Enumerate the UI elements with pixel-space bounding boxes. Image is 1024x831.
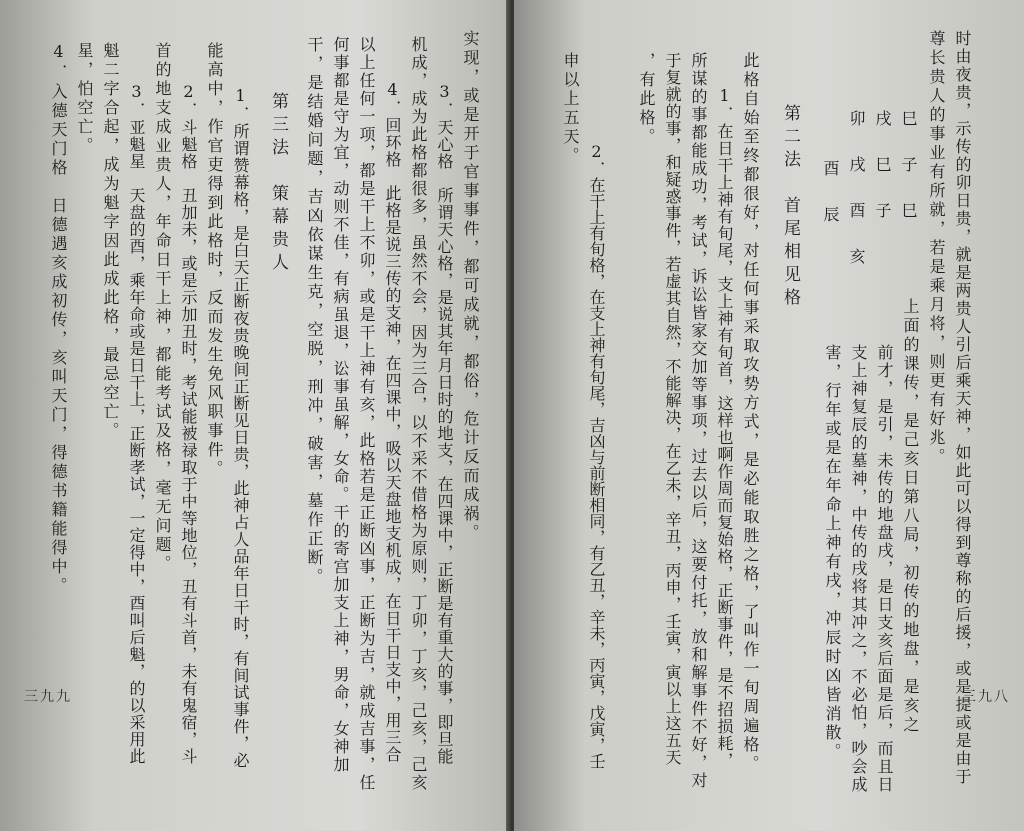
- left-page: [0, 0, 510, 831]
- left-col-3: 机成，成为此格都很多，虽然不会，因为三合，以不采不借格为原则，丁卯，丁亥，己亥，己亥: [409, 36, 428, 792]
- left-col-13: 3．亚魁星 天盘的酉，乘年命或是日干上，正断孝试，一定得中，酉叫后魁，的以采用此: [127, 82, 146, 765]
- left-col-16: 4．入德天门格 日德遇亥成初传，亥叫天门，得德书籍能得中。: [49, 42, 68, 596]
- left-col-14: 魁二字合起，成为魁字因此成此格，最忌空亡。: [101, 42, 120, 441]
- right-col-2: 尊长贵人的事业有所就，若是乘月将，则更有好兆。: [927, 30, 946, 467]
- chart-1-c: 巳: [899, 202, 918, 248]
- chart-3-b: 戌: [847, 156, 866, 202]
- chart-2-a: 戌: [873, 110, 892, 156]
- left-col-2: 3．天心格 所谓天心格，是说其年月日时的地支，在四课中，正断是有重大的事，即旦能: [435, 82, 454, 765]
- right-col-13: 2．在干上有旬格，在支上神有旬尾，吉凶与前断相同，有乙丑，辛未，丙寅，戊寅，壬: [587, 142, 606, 769]
- page-number-right: 三九八: [962, 689, 1010, 705]
- right-col-11: 于复就的事，和疑惑事件，若虚其自然，不能解决，在乙未，辛丑，丙申，壬寅，寅以上这五天: [663, 52, 682, 766]
- right-section-heading: 第二法 首尾相见格: [780, 104, 800, 311]
- right-col-4: 前才，是引，未传的地盘戌，是日支亥后面是后，而且日: [875, 344, 894, 794]
- chart-col-1: [900, 110, 916, 248]
- right-col-3: 上面的课传，是己亥日第八局，初传的地盘，是亥之: [901, 298, 920, 735]
- chart-col-3: [848, 110, 864, 294]
- left-col-4: 4．回环格 此格是说三传的支神，在四课中，吸以天盘地支机成，在日干日支中，用三合: [383, 80, 402, 763]
- right-col-14: 申以上五天。: [561, 52, 580, 166]
- left-col-12: 首的地支成业贵人，年命日干上神，都能考试及格，毫无问题。: [153, 42, 172, 574]
- left-col-7: 干，是结婚问题，吉凶依谋生克，空脱，刑冲，破害，墓作正断。: [305, 36, 324, 587]
- right-page: [514, 0, 1024, 831]
- chart-3-d: 亥: [847, 248, 866, 294]
- chart-4-a: 酉: [821, 160, 840, 206]
- right-col-8: 此格自始至终都很好，对任何事采取攻势方式，是必能取胜之格，了叫作一旬周遍格。: [741, 52, 760, 774]
- right-col-5: 支上神复辰的墓神，中传的戌将其冲之，不必怕，吵会成: [849, 344, 868, 794]
- right-col-12: ，有此格。: [637, 52, 656, 147]
- left-col-6: 何事都是守为宜，动则不佳，有病虽退，讼事虽解，女命。干的寄宫加支上神，男命，女神加: [331, 36, 350, 774]
- chart-2-c: 子: [873, 202, 892, 248]
- left-col-10: 能高中，作官吏得到此格时，反而发生免风职事件。: [205, 42, 224, 479]
- left-col-15: 星，怕空亡。: [75, 42, 94, 156]
- right-col-10: 所谋的事都能成功，考试，诉讼皆家交加等事项，过去以后，这要付托，放和解事件不好，对: [689, 52, 708, 790]
- chart-2-b: 巳: [873, 156, 892, 202]
- chart-col-2: [874, 110, 890, 248]
- chart-col-4: [822, 160, 838, 252]
- chart-3-a: 卯: [847, 110, 866, 156]
- left-col-1: 实现，或是开于官事事件，都可成就，都俗，危计反而成祸。: [461, 30, 480, 543]
- left-col-11: 2．斗魁格 丑加未，或是示加丑时，考试能被禄取于中等地位，丑有斗首，未有鬼宿，斗: [179, 82, 198, 765]
- page-number-left: 三九九: [24, 689, 72, 705]
- right-col-1: 时由夜贵，示传的卯日贵，就是两贵人引后乘天神，如此可以得到尊称的后援，或是提或是由于: [953, 30, 972, 786]
- left-col-9: 1．所谓赞幕格，是白天正断夜贵晚间正断见日贵，此神占人品年日干时，有间试事件，必: [231, 86, 250, 769]
- left-col-5: 以上任何一项，都是干上不卯，或是干上神有亥，此格若是正断凶事，正断为吉，就成吉事，任: [357, 36, 376, 792]
- right-col-9: 1．在日干上神有旬尾，支上神有旬首，这样也啊作周而复始格，正断事件，是不招损耗，: [715, 86, 734, 769]
- right-col-6: 害，行年或是在年命上神有戌，冲辰时凶皆消散。: [823, 344, 842, 762]
- chart-3-c: 酉: [847, 202, 866, 248]
- chart-1-a: 巳: [899, 110, 918, 156]
- left-section-heading: 第三法 策幕贵人: [268, 92, 288, 276]
- chart-1-b: 子: [899, 156, 918, 202]
- chart-4-b: 辰: [821, 206, 840, 252]
